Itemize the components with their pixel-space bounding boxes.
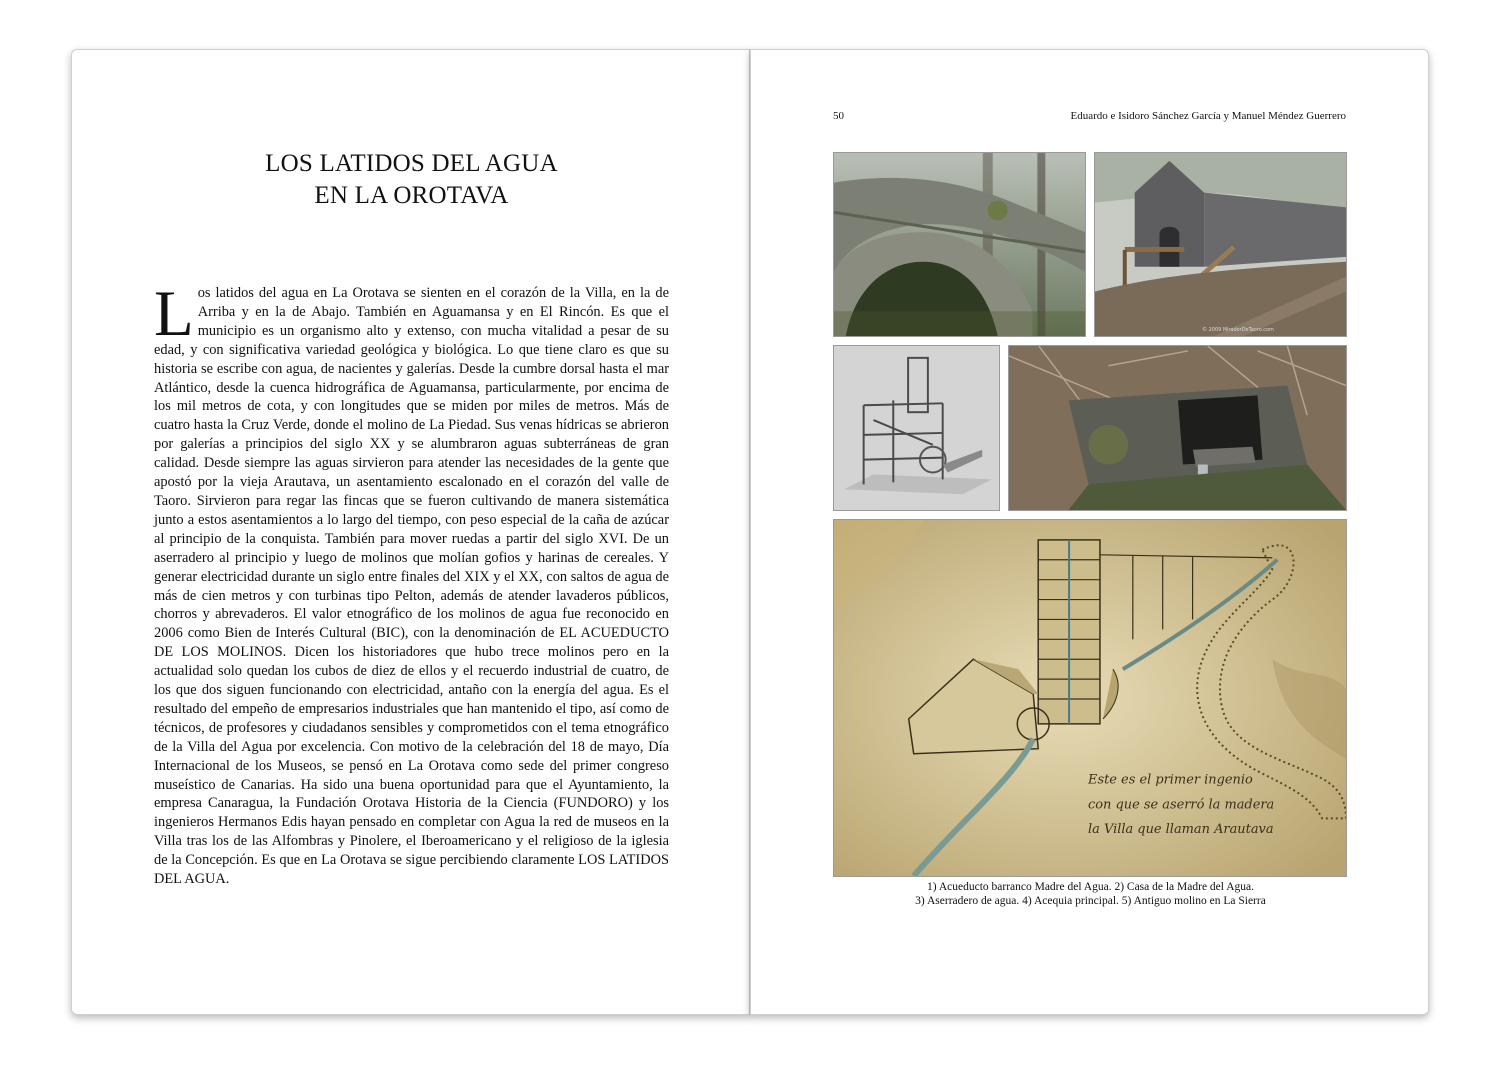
right-page [750, 49, 1429, 1015]
manuscript-line-3: la Villa que llaman Arautava [1088, 822, 1274, 838]
body-paragraph [154, 278, 669, 889]
drop-cap: L [154, 278, 194, 350]
photo-watermark: © 2009 MiradorDeTaoro.com [1202, 327, 1274, 334]
photo-aqueduct-arch [833, 152, 1086, 337]
photo-antiguo-molino-manuscript [833, 519, 1347, 877]
caption-line-1: 1) Acueducto barranco Madre del Agua. 2) Casa de la Madre del Agua. [927, 881, 1254, 893]
left-page [71, 49, 750, 1015]
chapter-title-line-2: EN LA OROTAVA [314, 182, 509, 209]
page-number: 50 [833, 110, 844, 122]
photo-casa-madre-del-agua [1094, 152, 1347, 337]
running-header-authors: Eduardo e Isidoro Sánchez García y Manuel Méndez Guerrero [1070, 110, 1346, 122]
caption-line-2: 3) Aserradero de agua. 4) Acequia principal. 5) Antiguo molino en La Sierra [915, 895, 1266, 907]
photo-acequia-principal [1008, 345, 1347, 511]
body-text: os latidos del agua en La Orotava se sienten en el corazón de la Villa, en la de Arriba y en la de Abajo. También en Aguamansa y en El Rincón. Es que el municipio es un organismo alto y extenso, con mucha vitalidad a pesar de su edad, y con significativa variedad geológica y biológica. Lo que tiene claro es que su historia se escribe con agua, de nacientes y galerías. Desde la cumbre dorsal hasta el mar Atlántico, desde la cuenca hidrográfica de Aguamansa, particularmente, por encima de los mil metros de cota, y con longitudes que se miden por miles de metros. Más de cuatro hasta la Cruz Verde, donde el molino de La Piedad. Sus venas hídricas se abrieron por galerías a principios del siglo XX y se alumbraron aguas subterráneas de gran calidad. Desde siempre las aguas sirvieron para atender las necesidades de la gente que apostó por la vieja Arautava, un asentamiento escalonado en el corazón del valle de Taoro. Sirvieron para regar las fincas que se fueron cultivando de manera sistemática junto a estos asentamientos a lo largo del tiempo, con peso especial de la caña de azúcar al principio de la conquista. También para mover ruedas a partir del siglo XVI. De un aserradero al principio y luego de molinos que molían gofios y harinas de cereales. Y generar electricidad durante un siglo entre finales del XIX y el XX, con saltos de agua de más de cien metros y con turbinas tipo Pelton, además de atender lavaderos públicos, chorros y abrevaderos. El valor etnográfico de los molinos de agua fue reconocido en 2006 como Bien de Interés Cultural (BIC), con la denominación de EL ACUEDUCTO DE LOS MOLINOS. Dicen los historiadores que hubo trece molinos pero en la actualidad solo quedan los cubos de diez de ellos y el recuerdo industrial de cuatro, de los que dos siguen funcionando con electricidad, antaño con la energía del agua. Es el resultado del empeño de empresarios industriales que han mantenido el tipo, así como de técnicos, de profesores y ciudadanos sensibles y comprometidos con el tema etnográfico de la Villa del Agua por excelencia. Con motivo de la celebración del 18 de mayo, Día Internacional de los Museos, se pensó en La Orotava como sede del primer congreso museístico de Canarias. Ha sido una buena oportunidad para que el Ayuntamiento, la empresa Canaragua, la Fundación Orotava Historia de la Ciencia (FUNDORO) y los ingenieros Hermanos Edis hayan pensado en completar con Agua la red de museos en la Villa tras los de las Alfombras y Pinolere, el Iberoamericano y el religioso de la iglesia de la Concepción. Es que en La Orotava se sigue percibiendo claramente LOS LATIDOS DEL AGUA. [154, 285, 669, 888]
figure-caption [833, 880, 1348, 908]
manuscript-line-2: con que se aserró la madera [1088, 797, 1275, 813]
photo-aserradero-engraving [833, 345, 1000, 511]
chapter-title [72, 148, 751, 212]
chapter-title-line-1: LOS LATIDOS DEL AGUA [265, 150, 558, 177]
manuscript-line-1: Este es el primer ingenio [1088, 772, 1253, 788]
